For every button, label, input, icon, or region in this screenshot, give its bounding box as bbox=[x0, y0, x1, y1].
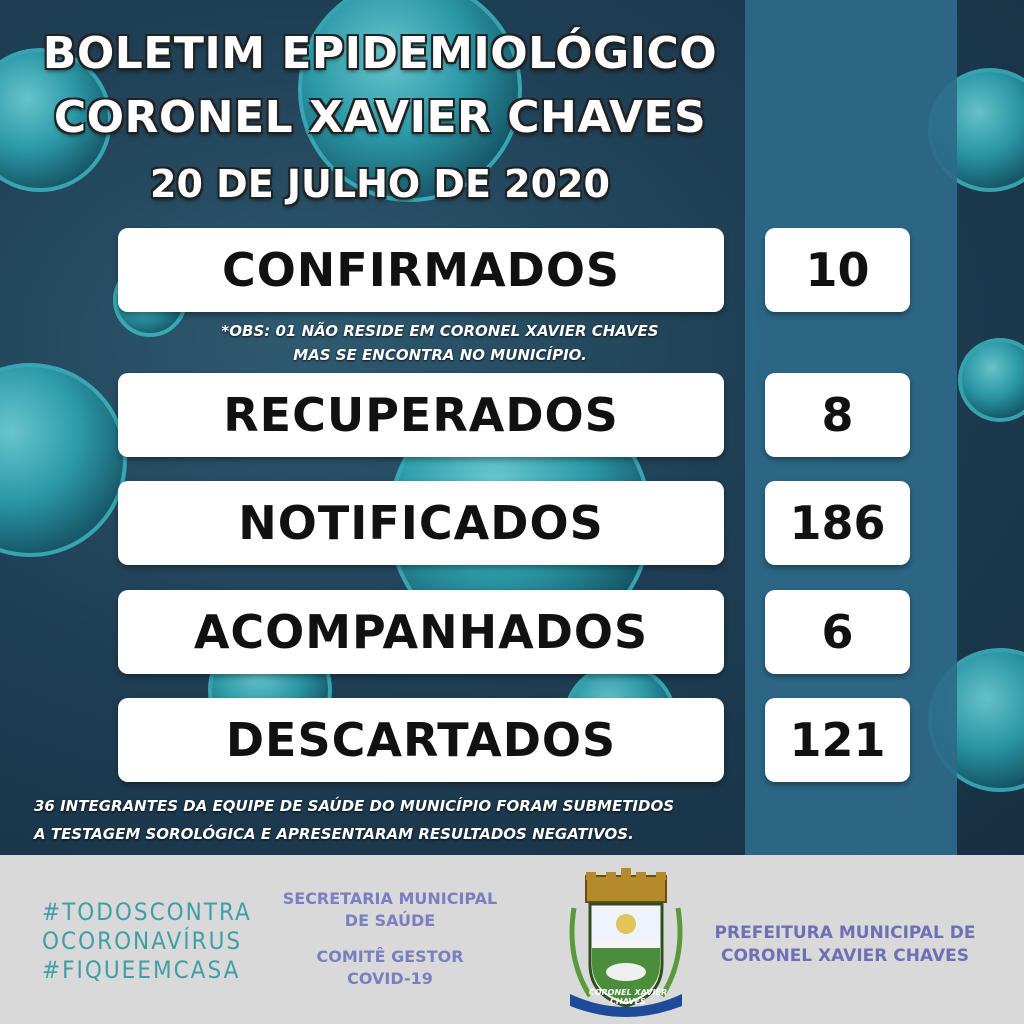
testing-note-line-1: 36 INTEGRANTES DA EQUIPE DE SAÚDE DO MUNICÍPIO FORAM SUBMETIDOS bbox=[34, 797, 675, 815]
hashtag-1: #TODOSCONTRA bbox=[42, 898, 252, 926]
hashtag-3: #FIQUEEMCASA bbox=[42, 956, 241, 984]
stat-label-descartados: DESCARTADOS bbox=[118, 698, 724, 782]
prefeitura-line-1: PREFEITURA MUNICIPAL DE bbox=[714, 923, 976, 943]
prefeitura-block bbox=[700, 922, 990, 968]
bulletin-date: 20 DE JULHO DE 2020 bbox=[150, 162, 610, 206]
prefeitura-line-2: CORONEL XAVIER CHAVES bbox=[721, 946, 969, 966]
obs-line-1: *OBS: 01 NÃO RESIDE EM CORONEL XAVIER CHAVES bbox=[221, 322, 659, 340]
stat-value-descartados: 121 bbox=[765, 698, 910, 782]
stat-value-confirmados: 10 bbox=[765, 228, 910, 312]
secretaria-block bbox=[262, 888, 518, 990]
stat-label-notificados: NOTIFICADOS bbox=[118, 481, 724, 565]
comite-line-2: COVID-19 bbox=[347, 969, 433, 988]
stat-label-acompanhados: ACOMPANHADOS bbox=[118, 590, 724, 674]
secretaria-line-2: DE SAÚDE bbox=[344, 911, 436, 930]
stat-value-notificados: 186 bbox=[765, 481, 910, 565]
title-line-2: CORONEL XAVIER CHAVES bbox=[53, 92, 707, 143]
title-line-1: BOLETIM EPIDEMIOLÓGICO bbox=[42, 28, 718, 79]
stat-value-recuperados: 8 bbox=[765, 373, 910, 457]
stat-label-confirmados: CONFIRMADOS bbox=[118, 228, 724, 312]
stat-label-recuperados: RECUPERADOS bbox=[118, 373, 724, 457]
secretaria-line-1: SECRETARIA MUNICIPAL bbox=[282, 889, 498, 908]
testing-note-line-2: A TESTAGEM SOROLÓGICA E APRESENTARAM RESULTADOS NEGATIVOS. bbox=[34, 825, 634, 843]
stat-value-acompanhados: 6 bbox=[765, 590, 910, 674]
obs-line-2: MAS SE ENCONTRA NO MUNICÍPIO. bbox=[293, 346, 587, 364]
comite-line-1: COMITÊ GESTOR bbox=[316, 947, 464, 966]
hashtag-2: OCORONAVÍRUS bbox=[42, 927, 243, 955]
hashtags bbox=[42, 898, 252, 985]
crest-caption: CORONEL XAVIER CHAVES bbox=[588, 988, 668, 1006]
